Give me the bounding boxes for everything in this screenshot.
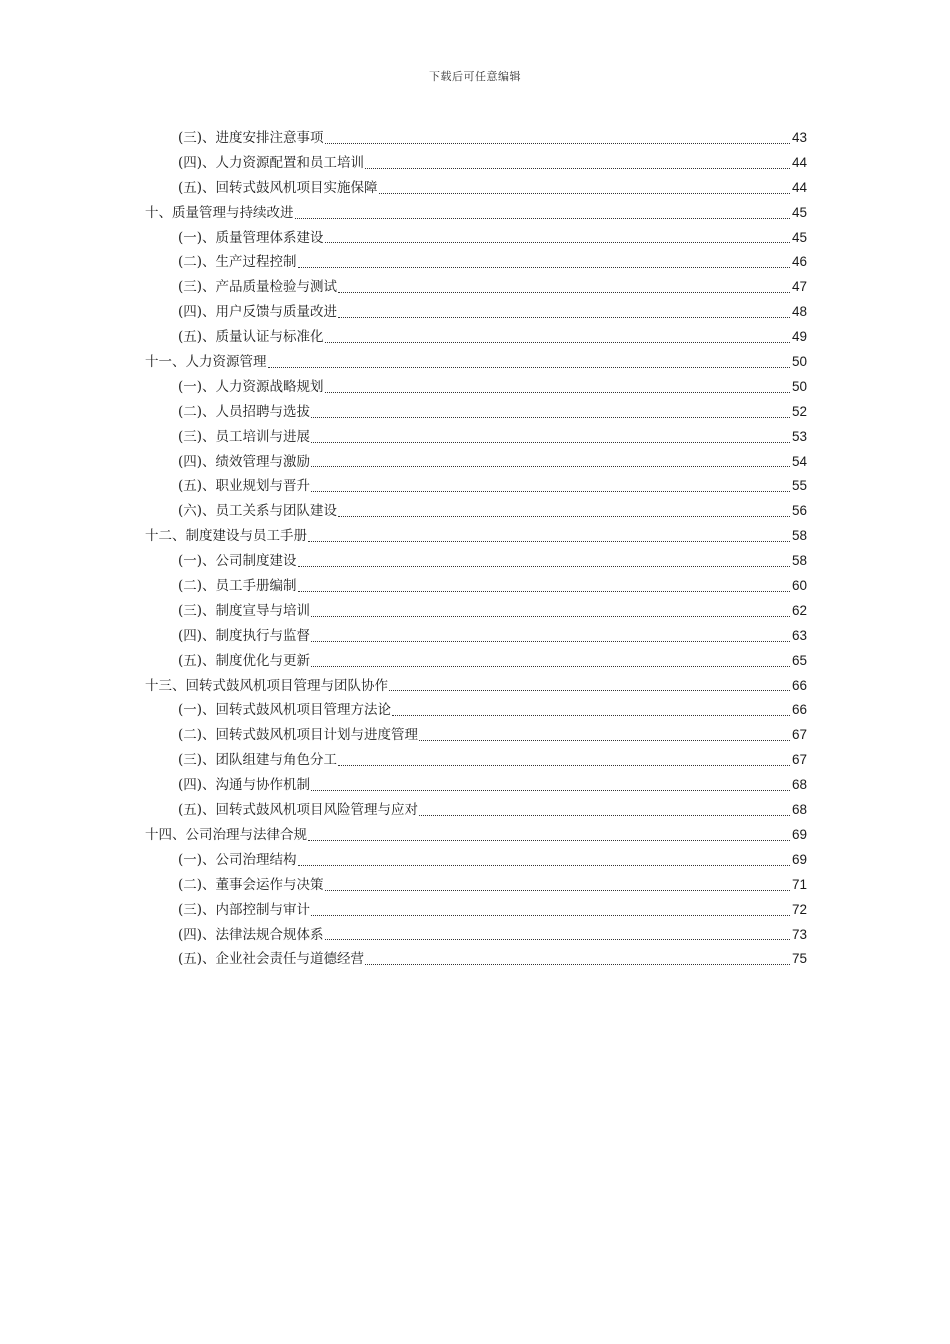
- toc-entry-title: (三)、团队组建与角色分工: [178, 752, 338, 769]
- toc-entry-title: (二)、董事会运作与决策: [178, 876, 324, 893]
- toc-section-entry[interactable]: [0, 474, 807, 499]
- toc-chapter-entry[interactable]: [0, 350, 807, 375]
- toc-entry-title: (五)、质量认证与标准化: [178, 329, 324, 346]
- toc-section-entry[interactable]: [0, 226, 807, 251]
- toc-section-entry[interactable]: [0, 275, 807, 300]
- toc-section-entry[interactable]: [0, 599, 807, 624]
- toc-entry-page-number: 49: [791, 329, 807, 345]
- toc-entry-title: (四)、用户反馈与质量改进: [178, 304, 338, 321]
- toc-dot-leader: [307, 524, 792, 549]
- toc-entry-title: (五)、回转式鼓风机项目风险管理与应对: [178, 802, 419, 819]
- toc-entry-page-number: 44: [791, 154, 807, 170]
- toc-dot-leader: [324, 375, 792, 400]
- toc-entry-page-number: 53: [791, 428, 807, 444]
- toc-entry-page-number: 50: [791, 354, 807, 370]
- toc-section-entry[interactable]: [0, 624, 807, 649]
- toc-entry-title: (三)、进度安排注意事项: [178, 130, 324, 146]
- toc-entry-title: (三)、员工培训与进展: [178, 428, 311, 445]
- toc-entry-title: (四)、人力资源配置和员工培训: [178, 154, 365, 171]
- toc-section-entry[interactable]: [0, 698, 807, 723]
- toc-entry-page-number: 50: [791, 378, 807, 394]
- toc-entry-page-number: 66: [791, 677, 807, 693]
- toc-dot-leader: [297, 574, 792, 599]
- toc-entry-page-number: 62: [791, 602, 807, 618]
- toc-section-entry[interactable]: [0, 649, 807, 674]
- toc-entry-page-number: 47: [791, 279, 807, 295]
- toc-dot-leader: [297, 848, 792, 873]
- page-header-note: 下载后可任意编辑: [429, 70, 521, 83]
- toc-entry-title: (二)、员工手册编制: [178, 578, 297, 595]
- toc-dot-leader: [310, 649, 792, 674]
- toc-section-entry[interactable]: [0, 773, 807, 798]
- toc-dot-leader: [310, 450, 792, 475]
- toc-dot-leader: [310, 425, 792, 450]
- toc-dot-leader: [364, 151, 792, 176]
- toc-entry-page-number: 43: [791, 130, 807, 145]
- toc-section-entry[interactable]: [0, 126, 807, 151]
- toc-dot-leader: [364, 947, 792, 972]
- toc-dot-leader: [310, 773, 792, 798]
- toc-entry-page-number: 46: [791, 254, 807, 270]
- toc-entry-title: 十二、制度建设与员工手册: [145, 528, 307, 545]
- toc-entry-title: (四)、绩效管理与激励: [178, 453, 311, 470]
- table-of-contents: [0, 126, 950, 972]
- toc-section-entry[interactable]: [0, 151, 807, 176]
- toc-entry-title: 十一、人力资源管理: [145, 354, 267, 371]
- toc-entry-title: (五)、职业规划与晋升: [178, 478, 311, 495]
- toc-chapter-entry[interactable]: [0, 674, 807, 699]
- toc-section-entry[interactable]: [0, 300, 807, 325]
- toc-entry-page-number: 71: [791, 876, 807, 892]
- toc-dot-leader: [388, 674, 792, 699]
- toc-entry-page-number: 66: [791, 702, 807, 718]
- toc-dot-leader: [324, 873, 792, 898]
- toc-entry-page-number: 45: [791, 204, 807, 220]
- toc-entry-page-number: 58: [791, 553, 807, 569]
- toc-entry-title: (六)、员工关系与团队建设: [178, 503, 338, 520]
- toc-dot-leader: [310, 474, 792, 499]
- toc-dot-leader: [378, 176, 792, 201]
- toc-dot-leader: [337, 748, 792, 773]
- toc-entry-page-number: 67: [791, 752, 807, 768]
- toc-section-entry[interactable]: [0, 723, 807, 748]
- toc-section-entry[interactable]: [0, 425, 807, 450]
- toc-dot-leader: [297, 250, 792, 275]
- toc-entry-page-number: 68: [791, 777, 807, 793]
- toc-dot-leader: [307, 823, 792, 848]
- toc-entry-title: 十三、回转式鼓风机项目管理与团队协作: [145, 677, 388, 694]
- toc-section-entry[interactable]: [0, 848, 807, 873]
- toc-entry-title: (一)、质量管理体系建设: [178, 229, 324, 246]
- toc-dot-leader: [294, 201, 792, 226]
- toc-section-entry[interactable]: [0, 325, 807, 350]
- toc-entry-title: (二)、回转式鼓风机项目计划与进度管理: [178, 727, 419, 744]
- toc-section-entry[interactable]: [0, 250, 807, 275]
- toc-dot-leader: [337, 275, 792, 300]
- toc-entry-title: (三)、产品质量检验与测试: [178, 279, 338, 296]
- toc-section-entry[interactable]: [0, 375, 807, 400]
- toc-section-entry[interactable]: [0, 923, 807, 948]
- toc-entry-title: 十、质量管理与持续改进: [145, 204, 294, 221]
- toc-dot-leader: [418, 723, 792, 748]
- toc-entry-title: (三)、制度宣导与培训: [178, 602, 311, 619]
- toc-section-entry[interactable]: [0, 798, 807, 823]
- toc-section-entry[interactable]: [0, 450, 807, 475]
- toc-chapter-entry[interactable]: [0, 201, 807, 226]
- toc-dot-leader: [267, 350, 792, 375]
- toc-section-entry[interactable]: [0, 748, 807, 773]
- toc-entry-page-number: 73: [791, 926, 807, 942]
- toc-entry-page-number: 45: [791, 229, 807, 245]
- toc-section-entry[interactable]: [0, 400, 807, 425]
- toc-dot-leader: [310, 624, 792, 649]
- toc-dot-leader: [391, 698, 792, 723]
- toc-entry-title: (一)、人力资源战略规划: [178, 378, 324, 395]
- toc-entry-title: (二)、人员招聘与选拔: [178, 403, 311, 420]
- toc-section-entry[interactable]: [0, 549, 807, 574]
- toc-dot-leader: [310, 599, 792, 624]
- toc-dot-leader: [337, 300, 792, 325]
- toc-entry-page-number: 52: [791, 403, 807, 419]
- toc-entry-title: (四)、法律法规合规体系: [178, 926, 324, 943]
- toc-section-entry[interactable]: [0, 499, 807, 524]
- toc-section-entry[interactable]: [0, 947, 807, 972]
- toc-entry-title: (五)、企业社会责任与道德经营: [178, 951, 365, 968]
- toc-entry-title: (五)、制度优化与更新: [178, 652, 311, 669]
- toc-entry-page-number: 44: [791, 179, 807, 195]
- toc-dot-leader: [324, 226, 792, 251]
- toc-dot-leader: [324, 325, 792, 350]
- toc-entry-page-number: 65: [791, 652, 807, 668]
- toc-entry-page-number: 69: [791, 851, 807, 867]
- toc-entry-title: (一)、回转式鼓风机项目管理方法论: [178, 702, 392, 719]
- toc-entry-page-number: 58: [791, 528, 807, 544]
- toc-chapter-entry[interactable]: [0, 823, 807, 848]
- toc-dot-leader: [324, 923, 792, 948]
- toc-entry-title: (一)、公司治理结构: [178, 851, 297, 868]
- toc-entry-page-number: 54: [791, 453, 807, 469]
- toc-entry-page-number: 48: [791, 304, 807, 320]
- toc-entry-title: (一)、公司制度建设: [178, 553, 297, 570]
- toc-entry-page-number: 68: [791, 802, 807, 818]
- toc-section-entry[interactable]: [0, 176, 807, 201]
- toc-entry-page-number: 63: [791, 627, 807, 643]
- toc-entry-title: (四)、制度执行与监督: [178, 627, 311, 644]
- toc-entry-page-number: 72: [791, 901, 807, 917]
- toc-entry-title: (五)、回转式鼓风机项目实施保障: [178, 179, 378, 196]
- toc-entry-page-number: 75: [791, 951, 807, 967]
- toc-entry-page-number: 60: [791, 578, 807, 594]
- toc-section-entry[interactable]: [0, 873, 807, 898]
- toc-entry-page-number: 69: [791, 826, 807, 842]
- toc-section-entry[interactable]: [0, 898, 807, 923]
- toc-chapter-entry[interactable]: [0, 524, 807, 549]
- toc-entry-page-number: 67: [791, 727, 807, 743]
- toc-entry-title: (四)、沟通与协作机制: [178, 777, 311, 794]
- toc-entry-page-number: 56: [791, 503, 807, 519]
- toc-entry-page-number: 55: [791, 478, 807, 494]
- toc-dot-leader: [337, 499, 792, 524]
- toc-dot-leader: [310, 898, 792, 923]
- toc-entry-title: 十四、公司治理与法律合规: [145, 826, 307, 843]
- toc-entry-title: (二)、生产过程控制: [178, 254, 297, 271]
- toc-section-entry[interactable]: [0, 574, 807, 599]
- toc-dot-leader: [310, 400, 792, 425]
- toc-dot-leader: [297, 549, 792, 574]
- toc-dot-leader: [418, 798, 792, 823]
- toc-entry-title: (三)、内部控制与审计: [178, 901, 311, 918]
- toc-dot-leader: [324, 126, 792, 151]
